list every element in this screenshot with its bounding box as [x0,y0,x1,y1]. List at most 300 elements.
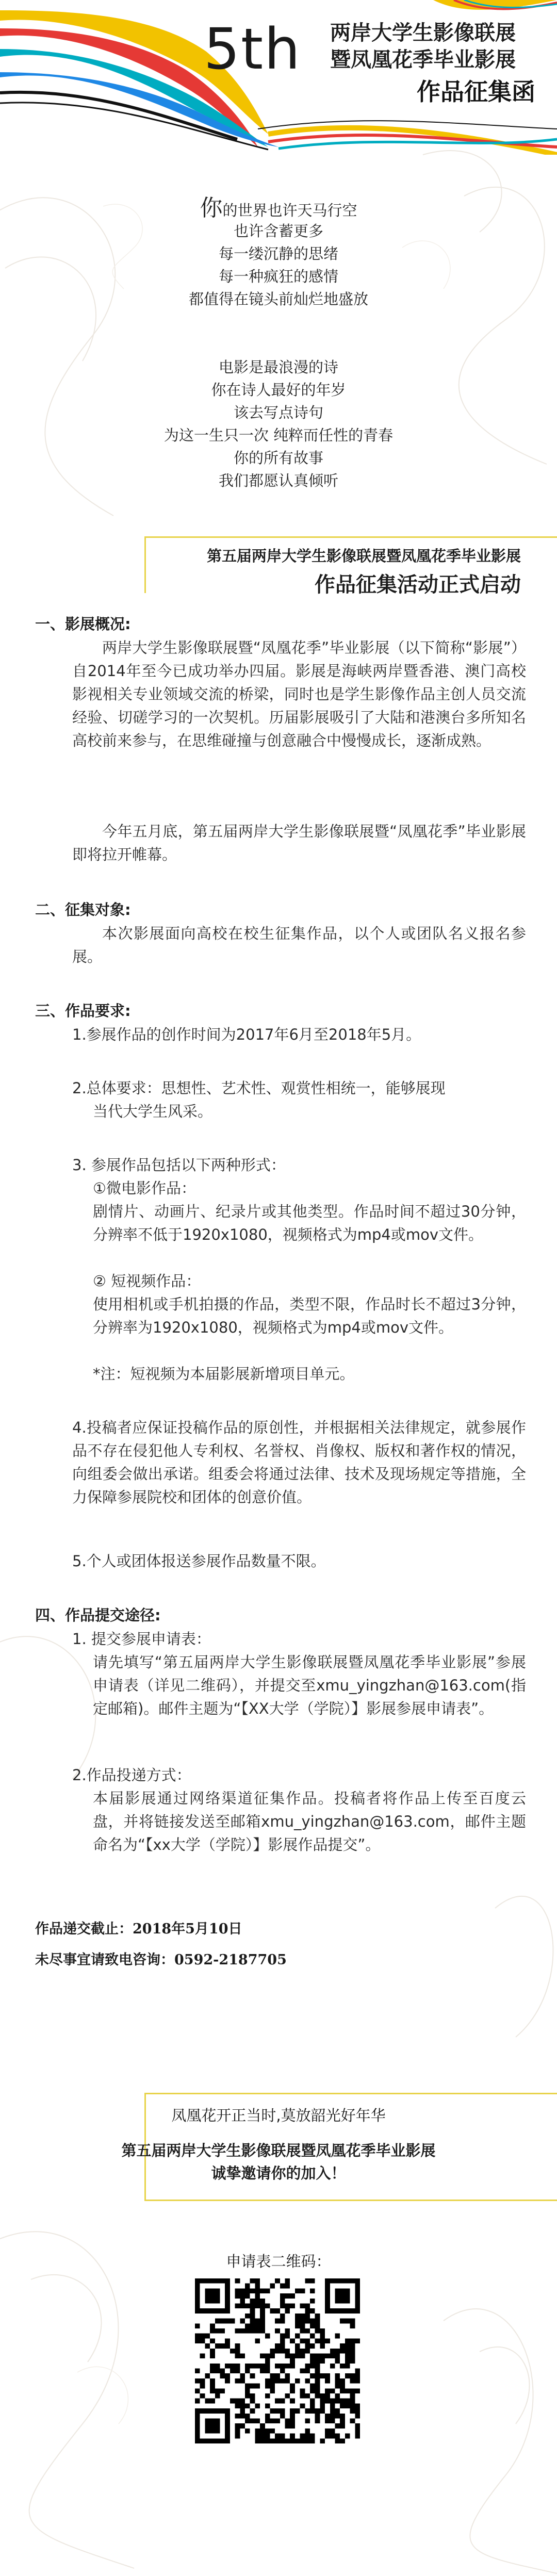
qr-module [230,2319,235,2324]
qr-module [300,2288,305,2293]
poem-line: 都值得在镜头前灿烂地盛放 [188,290,368,308]
qr-module [290,2338,295,2343]
qr-module [195,2323,200,2328]
qr-module [330,2308,335,2314]
qr-module [210,2353,215,2358]
qr-module [270,2384,275,2389]
qr-module [295,2314,300,2319]
qr-module [350,2388,355,2393]
qr-module [330,2429,335,2434]
qr-module [255,2303,260,2308]
qr-module [290,2353,295,2358]
qr-module [290,2434,295,2439]
qr-module [340,2343,345,2349]
qr-module [195,2423,200,2429]
qr-module [255,2429,260,2434]
qr-module [335,2438,340,2443]
qr-module [225,2364,230,2369]
qr-module [285,2353,290,2358]
qr-module [295,2323,300,2328]
qr-module [300,2323,305,2328]
qr-module [335,2349,340,2354]
qr-module [305,2349,310,2354]
qr-module [265,2438,270,2443]
qr-module [195,2308,200,2314]
qr-module [205,2429,210,2434]
qr-module [280,2434,285,2439]
qr-module [265,2369,270,2374]
qr-module [235,2369,240,2374]
qr-module [220,2369,225,2374]
qr-module [280,2299,285,2304]
qr-module [350,2403,355,2408]
qr-module [355,2403,360,2408]
qr-module [345,2319,350,2324]
qr-module [335,2384,340,2389]
qr-module [200,2353,205,2358]
qr-module [300,2438,305,2443]
qr-module [210,2299,215,2304]
qr-module [275,2419,280,2424]
qr-module [230,2399,235,2404]
qr-module [195,2419,200,2424]
qr-module [250,2408,255,2414]
qr-module [320,2399,325,2404]
qr-module [335,2288,340,2293]
qr-module [350,2308,355,2314]
qr-module [310,2323,315,2328]
qr-module [305,2364,310,2369]
qr-module [215,2278,220,2284]
qr-module [280,2408,285,2414]
qr-module [265,2393,270,2399]
qr-module [305,2343,310,2349]
qr-module [250,2288,255,2293]
qr-module [225,2278,230,2284]
qr-module [315,2419,320,2424]
qr-module [325,2414,330,2419]
qr-module [235,2288,240,2293]
qr-module [250,2299,255,2304]
invitation-slogan: 凤凰花开正当时,莫放韶光好年华 [171,2107,386,2124]
qr-module [215,2393,220,2399]
qr-module [285,2334,290,2339]
qr-module [215,2343,220,2349]
requirement-item-4: 4.投稿者应保证投稿作品的原创性，并根据相关法律规定，就参展作品不存在侵犯他人专利权、名誉权、肖像权、版权和著作权的情况，向组委会做出承诺。组委会将通过法律、技术及现场规定等措施，全力保障参展院校和团体的创意价值。 [72,1419,526,1506]
qr-module [315,2393,320,2399]
submission-deadline: 作品递交截止：2018年5月10日 [35,1921,242,1937]
qr-module [305,2328,310,2334]
qr-module [250,2303,255,2308]
qr-module [345,2399,350,2404]
qr-module [255,2288,260,2293]
poem-stanza-1 [0,197,557,310]
qr-module [305,2314,310,2319]
qr-module [305,2319,310,2324]
qr-module [240,2403,245,2408]
qr-module [320,2408,325,2414]
qr-module [240,2288,245,2293]
qr-module [275,2373,280,2378]
qr-module [310,2364,315,2369]
qr-module [335,2414,340,2419]
qr-module [340,2308,345,2314]
qr-module [255,2438,260,2443]
qr-module [240,2423,245,2429]
qr-module [260,2288,265,2293]
qr-module [345,2353,350,2358]
qr-module [280,2319,285,2324]
qr-module [245,2384,250,2389]
qr-module [340,2378,345,2384]
qr-module [275,2278,280,2284]
qr-module [355,2293,360,2299]
qr-module [355,2303,360,2308]
qr-module [230,2349,235,2354]
qr-module [265,2288,270,2293]
qr-module [260,2308,265,2314]
qr-module [210,2369,215,2374]
qr-module [290,2438,295,2443]
qr-module [270,2388,275,2393]
qr-module [215,2288,220,2293]
qr-module [305,2393,310,2399]
qr-module [340,2419,345,2424]
qr-module [310,2278,315,2284]
qr-module [300,2349,305,2354]
qr-module [335,2299,340,2304]
qr-module [195,2293,200,2299]
section-heading-submission: 四、作品提交途径: [35,1606,161,1624]
qr-module [225,2284,230,2289]
qr-module [250,2393,255,2399]
qr-module [210,2288,215,2293]
qr-module [350,2373,355,2378]
section-heading-requirements: 三、作品要求: [35,1002,131,1020]
qr-module [300,2338,305,2343]
qr-module [240,2353,245,2358]
qr-module [285,2364,290,2369]
qr-module [280,2303,285,2308]
qr-module [355,2423,360,2429]
qr-module [350,2393,355,2399]
qr-module [220,2278,225,2284]
qr-module [245,2323,250,2328]
qr-module [335,2293,340,2299]
qr-module [210,2378,215,2384]
qr-module [285,2293,290,2299]
qr-module [245,2314,250,2319]
qr-module [245,2388,250,2393]
qr-module [350,2278,355,2284]
qr-module [310,2319,315,2324]
qr-module [250,2419,255,2424]
qr-module [275,2308,280,2314]
qr-module [340,2299,345,2304]
qr-module [215,2429,220,2434]
qr-module [205,2419,210,2424]
qr-module [235,2349,240,2354]
qr-module [270,2373,275,2378]
qr-module [215,2308,220,2314]
qr-module [215,2419,220,2424]
qr-module [265,2303,270,2308]
qr-module [265,2353,270,2358]
qr-module [305,2369,310,2374]
qr-module [260,2434,265,2439]
qr-module [235,2434,240,2439]
qr-module [195,2338,200,2343]
qr-module [355,2369,360,2374]
qr-module [355,2284,360,2289]
qr-module [280,2364,285,2369]
qr-module [275,2438,280,2443]
qr-module [235,2403,240,2408]
qr-module [225,2319,230,2324]
qr-module [325,2338,330,2343]
qr-module [270,2419,275,2424]
qr-module [295,2343,300,2349]
qr-module [195,2429,200,2434]
qr-module [340,2364,345,2369]
qr-module [215,2328,220,2334]
qr-module [330,2399,335,2404]
qr-module [295,2378,300,2384]
qr-module [355,2338,360,2343]
qr-module [200,2384,205,2389]
qr-module [265,2334,270,2339]
contact-phone: 未尽事宜请致电咨询：0592-2187705 [35,1952,287,1968]
qr-module [285,2438,290,2443]
application-form-qr-code[interactable] [195,2278,360,2443]
qr-module [345,2343,350,2349]
qr-module [205,2334,210,2339]
qr-module [345,2299,350,2304]
qr-module [275,2434,280,2439]
qr-module [305,2434,310,2439]
qr-module [245,2393,250,2399]
audience-paragraph: 本次影展面向高校在校生征集作品，以个人或团队名义报名参展。 [72,925,526,965]
qr-module [300,2369,305,2374]
qr-module [320,2343,325,2349]
qr-module [315,2314,320,2319]
qr-module [260,2364,265,2369]
poem-line: 你的所有故事 [233,449,323,467]
qr-module [330,2353,335,2358]
qr-module [345,2288,350,2293]
qr-module [240,2328,245,2334]
qr-module [275,2343,280,2349]
qr-module [355,2434,360,2439]
qr-module [260,2319,265,2324]
qr-module [285,2308,290,2314]
poem-line: 我们都愿认真倾听 [218,472,338,489]
qr-module [210,2384,215,2389]
qr-module [325,2434,330,2439]
qr-module [245,2369,250,2374]
qr-module [305,2429,310,2434]
qr-module [205,2438,210,2443]
qr-module [345,2388,350,2393]
qr-module [250,2399,255,2404]
qr-module [295,2353,300,2358]
qr-module [270,2429,275,2434]
qr-module [235,2278,240,2284]
qr-module [345,2434,350,2439]
qr-module [350,2323,355,2328]
qr-module [300,2353,305,2358]
qr-module [260,2429,265,2434]
qr-module [265,2364,270,2369]
qr-module [345,2358,350,2364]
qr-module [280,2293,285,2299]
qr-module [250,2328,255,2334]
qr-module [200,2438,205,2443]
qr-module [215,2369,220,2374]
qr-module [220,2408,225,2414]
qr-module [205,2408,210,2414]
qr-module [220,2319,225,2324]
qr-module [195,2378,200,2384]
qr-module [205,2423,210,2429]
qr-module [220,2328,225,2334]
qr-module [240,2293,245,2299]
poem-line: 电影是最浪漫的诗 [218,358,338,376]
qr-module [245,2364,250,2369]
qr-module [335,2278,340,2284]
qr-module [280,2314,285,2319]
qr-module [220,2438,225,2443]
qr-module [225,2423,230,2429]
qr-module [240,2373,245,2378]
qr-module [310,2288,315,2293]
qr-module [250,2278,255,2284]
qr-module [300,2388,305,2393]
qr-module [285,2423,290,2429]
qr-module [215,2408,220,2414]
qr-module [205,2278,210,2284]
qr-module [245,2303,250,2308]
requirement-note: *注：短视频为本届影展新增项目单元。 [93,1365,355,1383]
qr-module [335,2334,340,2339]
qr-module [205,2299,210,2304]
poem-stanza-2 [0,356,557,492]
qr-module [355,2288,360,2293]
qr-module [245,2414,250,2419]
qr-module [315,2328,320,2334]
qr-module [325,2303,330,2308]
qr-module [340,2278,345,2284]
qr-module [340,2293,345,2299]
qr-module [345,2349,350,2354]
qr-module [285,2349,290,2354]
qr-module [315,2388,320,2393]
qr-module [225,2299,230,2304]
qr-module [300,2434,305,2439]
qr-module [310,2353,315,2358]
qr-module [310,2343,315,2349]
poem-line: 该去写点诗句 [233,404,323,421]
qr-module [245,2288,250,2293]
qr-module [305,2303,310,2308]
launch-banner [144,536,557,597]
qr-module [245,2429,250,2434]
qr-module [215,2364,220,2369]
qr-module [285,2378,290,2384]
qr-module [240,2299,245,2304]
qr-module [210,2328,215,2334]
qr-module [310,2438,315,2443]
qr-module [340,2423,345,2429]
qr-module [195,2299,200,2304]
qr-module [210,2338,215,2343]
qr-module [195,2414,200,2419]
qr-module [255,2419,260,2424]
qr-module [320,2438,325,2443]
qr-module [215,2319,220,2324]
qr-module [290,2419,295,2424]
invitation-event-name: 第五届两岸大学生影像联展暨凤凰花季毕业影展 [121,2142,436,2159]
qr-module [350,2343,355,2349]
qr-module [345,2403,350,2408]
qr-module [325,2278,330,2284]
qr-module [300,2319,305,2324]
qr-module [355,2373,360,2378]
qr-module [260,2303,265,2308]
qr-module [310,2388,315,2393]
qr-module [315,2414,320,2419]
qr-module [295,2408,300,2414]
qr-module [275,2349,280,2354]
qr-module [195,2334,200,2339]
qr-module [345,2338,350,2343]
requirement-short-video-heading: ② 短视频作品： [93,1272,201,1290]
qr-module [195,2388,200,2393]
qr-module [350,2349,355,2354]
qr-module [325,2419,330,2424]
header [0,0,557,155]
qr-module [340,2349,345,2354]
qr-module [210,2429,215,2434]
requirement-micro-film-text: 剧情片、动画片、纪录片或其他类型。作品时间不超过30分钟，分辨率不低于1920x1080，视频格式为mp4或mov文件。 [93,1203,526,1243]
qr-module [225,2343,230,2349]
poem-line: 也许含蓄更多 [233,222,323,240]
qr-module [275,2378,280,2384]
poem-line: 你在诗人最好的年岁 [211,381,346,399]
qr-module [290,2364,295,2369]
qr-module [355,2388,360,2393]
qr-module [250,2308,255,2314]
qr-module [320,2403,325,2408]
qr-module [335,2399,340,2404]
qr-module [265,2378,270,2384]
qr-module [350,2319,355,2324]
qr-module [315,2408,320,2414]
qr-module [350,2378,355,2384]
qr-module [280,2399,285,2404]
section-heading-audience: 二、征集对象: [35,901,131,918]
qr-module [240,2319,245,2324]
qr-module [225,2414,230,2419]
qr-module [235,2423,240,2429]
qr-module [345,2373,350,2378]
qr-module [275,2319,280,2324]
qr-module [200,2338,205,2343]
qr-module [335,2434,340,2439]
qr-module [210,2293,215,2299]
qr-module [225,2378,230,2384]
qr-module [235,2353,240,2358]
